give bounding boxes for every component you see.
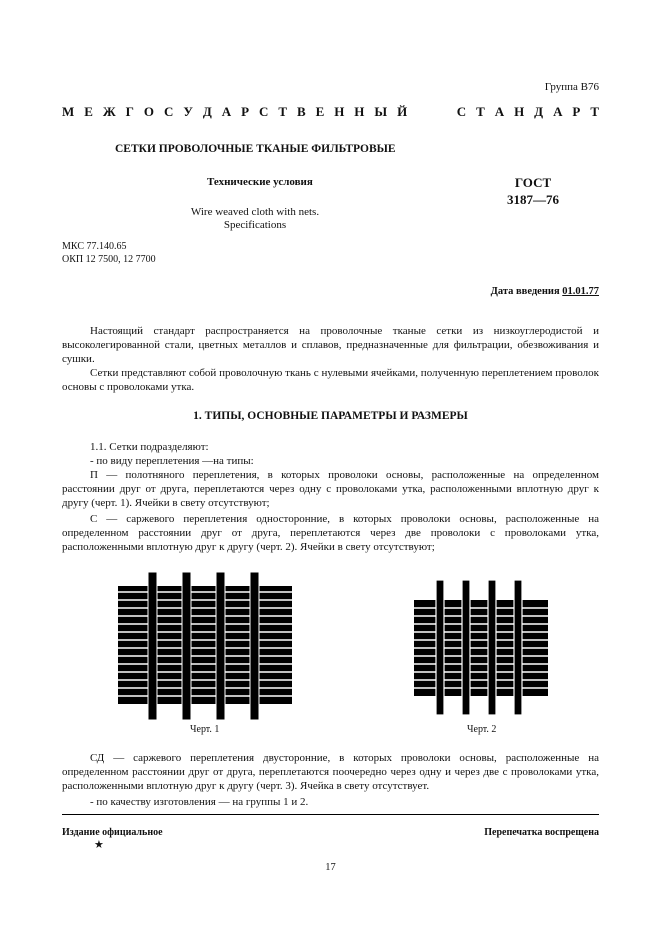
banner-letter: Ы: [374, 104, 388, 119]
banner-letter: Т: [590, 104, 599, 119]
banner-letter: М: [62, 104, 75, 119]
english-title-line-2: Specifications: [223, 219, 287, 231]
figure-2-twill-weave: [414, 580, 548, 715]
banner-letter: С: [163, 104, 174, 119]
banner-letter: Т: [476, 104, 485, 119]
paragraph-weave-types: - по виду переплетения —на типы:: [90, 455, 254, 467]
banner-letter: Р: [572, 104, 581, 119]
banner-letter: Г: [125, 104, 134, 119]
footer-divider: [62, 814, 599, 815]
introduction-date: [491, 286, 599, 297]
paragraph-definition: Сетки представляют собой проволочную ткань с нулевыми ячейками, полученную переплетением проволок основы с проволоками утка.: [62, 367, 599, 393]
english-title: [175, 206, 335, 232]
figure-1-plain-weave: [118, 572, 292, 720]
paragraph-intro: Настоящий стандарт распространяется на проволочные тканые сетки из низкоуглеродистой и высоколегированной стали, цветных металлов и сплавов, предназначенные для фильтрации, обезвоживания и сушки.: [62, 325, 599, 365]
banner-letter: С: [258, 104, 269, 119]
banner-letter: [430, 104, 433, 120]
banner-letter: [444, 104, 447, 120]
reprint-prohibited-label: Перепечатка воспрещена: [484, 827, 599, 838]
banner-letter: Т: [278, 104, 287, 119]
paragraph-type-s: С — саржевого переплетения односторонние, в которых проволоки основы, расположенные на определенном расстоянии друг от друга, переплетаются через две проволоки с проволоками утка, расположенными вплотную друг к другу (черт. 2). Ячейки в свету отсутствуют;: [62, 513, 599, 553]
paragraph-1-1: 1.1. Сетки подразделяют:: [90, 441, 209, 453]
mks-code: МКС 77.140.65: [62, 241, 127, 252]
banner-letter: Й: [397, 104, 408, 119]
paragraph-quality-groups: - по качеству изготовления — на группы 1 и 2.: [90, 796, 309, 808]
page-number: 17: [325, 862, 336, 873]
figure-1-caption: Черт. 1: [190, 724, 220, 735]
banner-letter: В: [296, 104, 306, 119]
introduction-date-label: Дата введения: [490, 286, 563, 297]
banner-letter: Е: [315, 104, 325, 119]
banner-letter: О: [143, 104, 155, 119]
banner-letter: Ж: [102, 104, 116, 119]
banner-letter: Д: [202, 104, 212, 119]
paragraph-type-sd: СД — саржевого переплетения двусторонние, в которых проволоки основы, расположенные на определенном расстоянии друг от друга, переплетаются поочередно через одну и через две с проволоками утка, расположенными вплотную друг к другу (черт. 3). Ячейка в свету отсутствует.: [62, 752, 599, 792]
banner-letter: Д: [534, 104, 544, 119]
banner-letter: [417, 104, 420, 120]
banner-letter: Н: [354, 104, 365, 119]
official-edition-label: Издание официальное: [62, 827, 163, 838]
paragraph-type-p: П — полотняного переплетения, в которых проволоки основы, расположенные на определенном расстоянии друг от друга, переплетаются через одну с проволоками утка, расположенными вплотную друг к другу (черт. 1). Ячейки в свету отсутствуют;: [62, 469, 599, 509]
banner-letter: Н: [514, 104, 525, 119]
banner-letter: Р: [241, 104, 250, 119]
figure-2-caption: Черт. 2: [467, 724, 497, 735]
standard-banner: [62, 104, 599, 120]
okp-code: ОКП 12 7500, 12 7700: [62, 254, 156, 265]
banner-letter: Е: [84, 104, 93, 119]
document-title: СЕТКИ ПРОВОЛОЧНЫЕ ТКАНЫЕ ФИЛЬТРОВЫЕ: [115, 143, 396, 155]
english-title-line-1: Wire weaved cloth with nets.: [190, 206, 320, 218]
banner-letter: А: [553, 104, 563, 119]
section-heading-1: 1. ТИПЫ, ОСНОВНЫЕ ПАРАМЕТРЫ И РАЗМЕРЫ: [193, 410, 468, 422]
introduction-date-value: 01.01.77: [562, 286, 599, 297]
gost-label: ГОСТ: [514, 175, 552, 190]
document-subtitle: Технические условия: [207, 176, 313, 188]
banner-letter: А: [221, 104, 232, 119]
gost-number: [498, 174, 568, 208]
banner-letter: У: [183, 104, 193, 119]
classification-codes: [62, 240, 156, 266]
banner-letter: Н: [334, 104, 345, 119]
banner-letter: А: [494, 104, 505, 119]
group-code: Группа В76: [544, 81, 599, 93]
gost-code: 3187—76: [507, 192, 559, 207]
banner-letter: С: [456, 104, 467, 119]
star-icon: ★: [94, 839, 104, 851]
